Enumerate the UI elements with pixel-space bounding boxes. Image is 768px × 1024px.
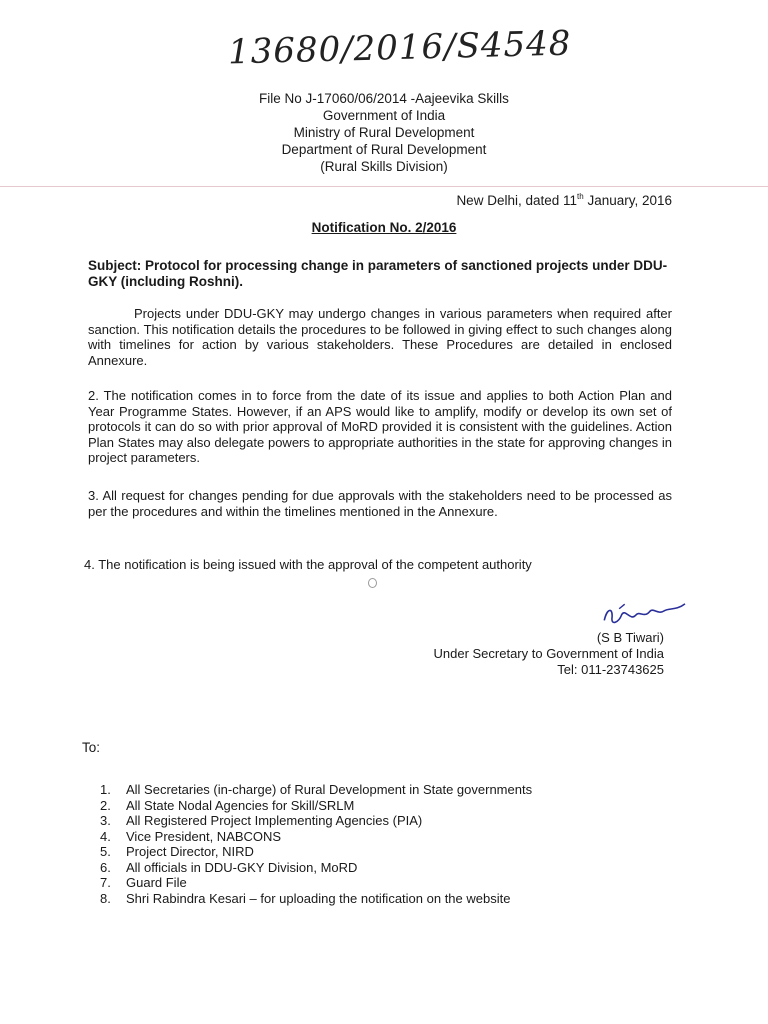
- government-line: Government of India: [322, 108, 446, 123]
- signatory-name: (S B Tiwari): [596, 630, 664, 645]
- list-item: [100, 782, 620, 798]
- item-number: 6.: [100, 859, 111, 875]
- item-text: Guard File: [126, 875, 187, 890]
- division-line: (Rural Skills Division): [320, 159, 448, 174]
- signature-scribble-icon: [598, 593, 693, 632]
- paragraph-1: Projects under DDU-GKY may undergo changes in various parameters when required after sanction. This notification details the procedures to be followed in giving effect to such changes along with timelines for action by various stakeholders. These Procedures are detailed in enclosed Annexure.: [88, 306, 672, 368]
- list-item: [100, 813, 620, 829]
- item-text: All State Nodal Agencies for Skill/SRLM: [126, 797, 355, 813]
- item-number: 8.: [100, 890, 111, 906]
- scan-speck: [368, 578, 377, 588]
- item-number: 1.: [100, 782, 111, 797]
- signatory-designation: Under Secretary to Government of India: [433, 646, 664, 661]
- paragraph-2: 2. The notification comes in to force from the date of its issue and applies to both Action Plan and Year Programme States. However, if an APS would like to amplify, modify or develop its own set of protocols it can do so with prior approval of MoRD provided it is consistent with the guidelines. Action Plan States may also delegate powers to appropriate authorities in the state for approving changes in project parameters.: [88, 388, 672, 465]
- date-ordinal-suffix: th: [577, 192, 584, 201]
- header-divider: [0, 186, 768, 187]
- item-text: All officials in DDU-GKY Division, MoRD: [126, 859, 358, 875]
- issue-date: [456, 192, 672, 208]
- item-number: 5.: [100, 844, 111, 859]
- letterhead: [200, 90, 568, 175]
- to-label: To:: [82, 740, 101, 755]
- item-text: All Registered Project Implementing Agencies (PIA): [126, 813, 423, 828]
- item-text: Vice President, NABCONS: [126, 828, 282, 844]
- paragraph-4: 4. The notification is being issued with the approval of the competent authority: [84, 557, 532, 572]
- list-item: [100, 844, 620, 860]
- department-line: Department of Rural Development: [281, 142, 487, 157]
- file-number: File No J-17060/06/2014 -Aajeevika Skills: [259, 91, 509, 106]
- paragraph-3: 3. All request for changes pending for due approvals with the stakeholders need to be processed as per the procedures and within the timelines mentioned in the Annexure.: [88, 488, 672, 519]
- list-item: [100, 829, 620, 845]
- list-item: [100, 860, 620, 876]
- list-item: [100, 891, 620, 907]
- handwritten-reference-number: 13680/2016/S4548: [227, 23, 572, 73]
- notification-title: Notification No. 2/2016: [311, 220, 457, 235]
- list-item: [100, 798, 620, 814]
- item-number: 2.: [100, 797, 111, 813]
- ministry-line: Ministry of Rural Development: [293, 125, 475, 140]
- item-number: 4.: [100, 828, 111, 844]
- item-text: All Secretaries (in-charge) of Rural Development in State governments: [126, 782, 533, 797]
- item-number: 7.: [100, 875, 111, 890]
- item-text: Project Director, NIRD: [126, 844, 254, 859]
- recipient-list: [100, 782, 620, 906]
- list-item: [100, 875, 620, 891]
- date-rest: January, 2016: [583, 193, 672, 208]
- item-number: 3.: [100, 813, 111, 828]
- signature-block: [433, 630, 664, 678]
- subject-line: Subject: Protocol for processing change in parameters of sanctioned projects under DDU- GKY (including Roshni).: [88, 258, 668, 289]
- date-prefix: New Delhi, dated 11: [456, 193, 578, 208]
- signatory-telephone: Tel: 011-23743625: [557, 662, 664, 677]
- item-text: Shri Rabindra Kesari – for uploading the notification on the website: [126, 890, 511, 906]
